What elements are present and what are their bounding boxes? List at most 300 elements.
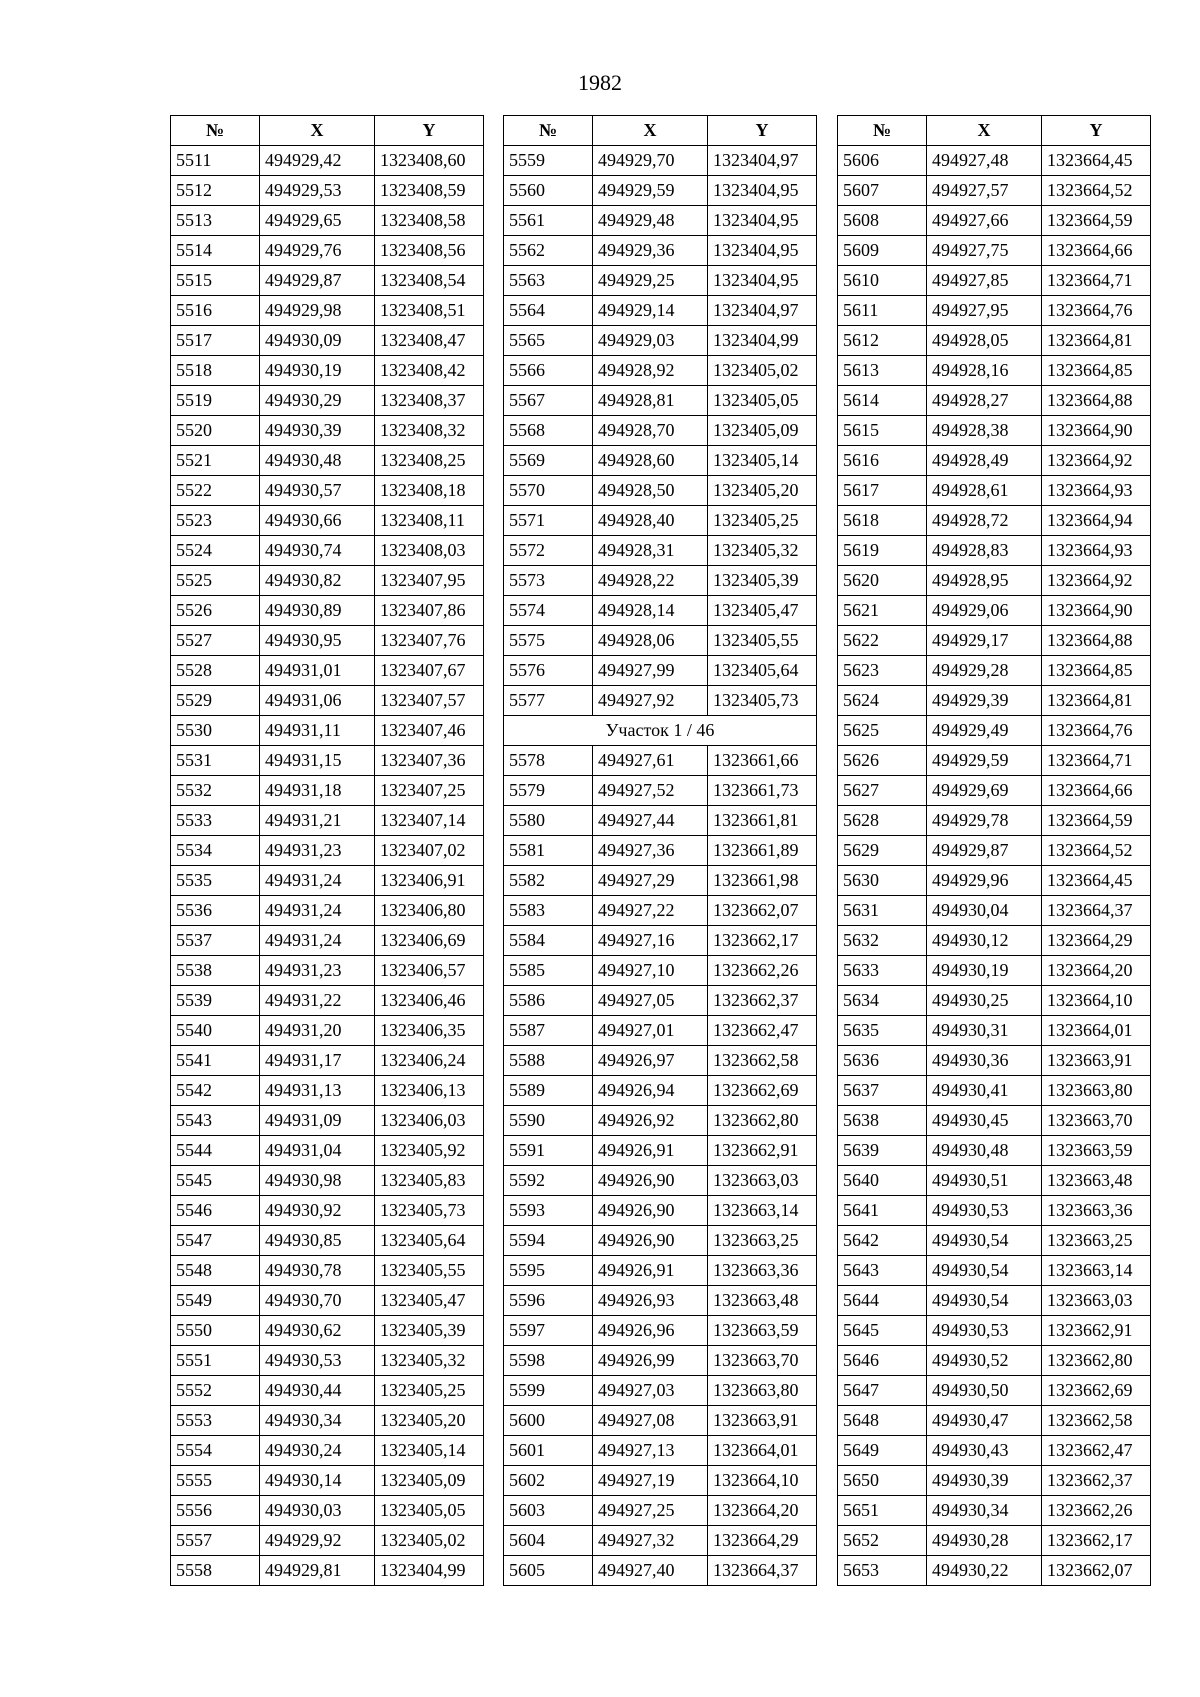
cell-y: 1323664,81 (1042, 326, 1151, 356)
cell-x: 494926,96 (593, 1316, 708, 1346)
cell-point-number: 5553 (171, 1406, 260, 1436)
table-row (171, 656, 484, 686)
section-label: Участок 1 / 46 (504, 716, 817, 746)
cell-y: 1323408,03 (375, 536, 484, 566)
cell-y: 1323406,35 (375, 1016, 484, 1046)
coordinates-table-1 (170, 115, 484, 1586)
column-header-x: X (260, 116, 375, 146)
cell-y: 1323663,91 (1042, 1046, 1151, 1076)
table-row (838, 416, 1151, 446)
cell-y: 1323404,97 (708, 146, 817, 176)
table-row (171, 1136, 484, 1166)
table-row (171, 1526, 484, 1556)
cell-x: 494931,09 (260, 1106, 375, 1136)
cell-x: 494930,48 (260, 446, 375, 476)
cell-y: 1323664,20 (1042, 956, 1151, 986)
cell-point-number: 5579 (504, 776, 593, 806)
cell-point-number: 5533 (171, 806, 260, 836)
cell-x: 494930,22 (927, 1556, 1042, 1586)
table-row (171, 176, 484, 206)
cell-y: 1323662,58 (1042, 1406, 1151, 1436)
table-row (504, 536, 817, 566)
cell-point-number: 5560 (504, 176, 593, 206)
cell-y: 1323662,58 (708, 1046, 817, 1076)
cell-point-number: 5619 (838, 536, 927, 566)
cell-x: 494928,14 (593, 596, 708, 626)
cell-y: 1323662,47 (708, 1016, 817, 1046)
table-row (838, 1226, 1151, 1256)
cell-point-number: 5551 (171, 1346, 260, 1376)
table-row (838, 1466, 1151, 1496)
table-row (504, 566, 817, 596)
table-row (504, 746, 817, 776)
table-row (504, 656, 817, 686)
cell-x: 494926,97 (593, 1046, 708, 1076)
cell-point-number: 5638 (838, 1106, 927, 1136)
cell-y: 1323405,73 (708, 686, 817, 716)
table-row (504, 206, 817, 236)
cell-point-number: 5641 (838, 1196, 927, 1226)
cell-x: 494926,91 (593, 1256, 708, 1286)
cell-x: 494930,54 (927, 1226, 1042, 1256)
table-row (838, 956, 1151, 986)
cell-point-number: 5652 (838, 1526, 927, 1556)
cell-x: 494930,39 (260, 416, 375, 446)
table-row (171, 866, 484, 896)
cell-x: 494927,85 (927, 266, 1042, 296)
cell-x: 494931,06 (260, 686, 375, 716)
cell-point-number: 5554 (171, 1436, 260, 1466)
table-header-row (171, 116, 484, 146)
cell-y: 1323405,55 (375, 1256, 484, 1286)
cell-x: 494928,70 (593, 416, 708, 446)
cell-point-number: 5631 (838, 896, 927, 926)
cell-y: 1323664,94 (1042, 506, 1151, 536)
table-row (171, 356, 484, 386)
cell-point-number: 5592 (504, 1166, 593, 1196)
cell-point-number: 5550 (171, 1316, 260, 1346)
table-row (171, 926, 484, 956)
cell-x: 494930,36 (927, 1046, 1042, 1076)
cell-point-number: 5594 (504, 1226, 593, 1256)
cell-x: 494929,87 (927, 836, 1042, 866)
cell-point-number: 5609 (838, 236, 927, 266)
table-row (171, 1376, 484, 1406)
cell-y: 1323405,83 (375, 1166, 484, 1196)
table-row (171, 986, 484, 1016)
cell-point-number: 5643 (838, 1256, 927, 1286)
cell-x: 494928,60 (593, 446, 708, 476)
cell-point-number: 5608 (838, 206, 927, 236)
table-row (504, 1286, 817, 1316)
table-row (504, 476, 817, 506)
cell-x: 494930,82 (260, 566, 375, 596)
cell-point-number: 5562 (504, 236, 593, 266)
table-row (504, 1046, 817, 1076)
cell-point-number: 5555 (171, 1466, 260, 1496)
page-number: 1982 (578, 70, 622, 95)
cell-point-number: 5540 (171, 1016, 260, 1046)
cell-point-number: 5573 (504, 566, 593, 596)
cell-x: 494930,34 (260, 1406, 375, 1436)
table-row (171, 1466, 484, 1496)
cell-y: 1323661,98 (708, 866, 817, 896)
cell-point-number: 5541 (171, 1046, 260, 1076)
cell-y: 1323664,20 (708, 1496, 817, 1526)
table-row (838, 506, 1151, 536)
cell-y: 1323404,95 (708, 266, 817, 296)
cell-y: 1323663,36 (1042, 1196, 1151, 1226)
cell-y: 1323408,18 (375, 476, 484, 506)
cell-y: 1323405,02 (708, 356, 817, 386)
cell-y: 1323664,29 (1042, 926, 1151, 956)
cell-point-number: 5595 (504, 1256, 593, 1286)
cell-point-number: 5513 (171, 206, 260, 236)
cell-point-number: 5580 (504, 806, 593, 836)
table-row (171, 296, 484, 326)
cell-y: 1323407,86 (375, 596, 484, 626)
cell-x: 494929,03 (593, 326, 708, 356)
table-row (171, 626, 484, 656)
table-row (504, 806, 817, 836)
cell-y: 1323408,37 (375, 386, 484, 416)
cell-x: 494926,92 (593, 1106, 708, 1136)
table-row (838, 1106, 1151, 1136)
cell-y: 1323405,73 (375, 1196, 484, 1226)
table-row (171, 386, 484, 416)
cell-point-number: 5548 (171, 1256, 260, 1286)
table-row (504, 446, 817, 476)
cell-point-number: 5597 (504, 1316, 593, 1346)
cell-point-number: 5524 (171, 536, 260, 566)
table-row (838, 386, 1151, 416)
cell-y: 1323404,99 (375, 1556, 484, 1586)
cell-x: 494931,15 (260, 746, 375, 776)
cell-point-number: 5576 (504, 656, 593, 686)
cell-point-number: 5644 (838, 1286, 927, 1316)
table-row (838, 566, 1151, 596)
column-header-x: X (927, 116, 1042, 146)
table-row (171, 146, 484, 176)
cell-y: 1323664,90 (1042, 596, 1151, 626)
cell-y: 1323663,25 (708, 1226, 817, 1256)
table-row (504, 326, 817, 356)
cell-x: 494929,53 (260, 176, 375, 206)
cell-y: 1323663,80 (1042, 1076, 1151, 1106)
cell-x: 494930,34 (927, 1496, 1042, 1526)
cell-point-number: 5615 (838, 416, 927, 446)
cell-y: 1323663,48 (708, 1286, 817, 1316)
cell-x: 494929,81 (260, 1556, 375, 1586)
cell-x: 494927,66 (927, 206, 1042, 236)
cell-x: 494929,59 (927, 746, 1042, 776)
coordinates-table-3 (837, 115, 1151, 1586)
table-row (171, 746, 484, 776)
cell-x: 494926,90 (593, 1196, 708, 1226)
table-row (171, 536, 484, 566)
table-row (504, 866, 817, 896)
cell-y: 1323405,32 (375, 1346, 484, 1376)
cell-y: 1323661,81 (708, 806, 817, 836)
table-row (838, 746, 1151, 776)
cell-x: 494929,25 (593, 266, 708, 296)
cell-x: 494926,90 (593, 1226, 708, 1256)
cell-y: 1323407,36 (375, 746, 484, 776)
table-row (838, 296, 1151, 326)
cell-x: 494930,53 (260, 1346, 375, 1376)
cell-x: 494930,19 (260, 356, 375, 386)
table-row (504, 176, 817, 206)
cell-y: 1323404,99 (708, 326, 817, 356)
cell-y: 1323663,70 (708, 1346, 817, 1376)
cell-point-number: 5605 (504, 1556, 593, 1586)
cell-y: 1323407,46 (375, 716, 484, 746)
cell-point-number: 5571 (504, 506, 593, 536)
cell-point-number: 5516 (171, 296, 260, 326)
cell-point-number: 5646 (838, 1346, 927, 1376)
cell-point-number: 5557 (171, 1526, 260, 1556)
cell-x: 494929,49 (927, 716, 1042, 746)
cell-point-number: 5628 (838, 806, 927, 836)
cell-y: 1323664,76 (1042, 296, 1151, 326)
cell-y: 1323664,71 (1042, 746, 1151, 776)
cell-x: 494929,98 (260, 296, 375, 326)
cell-point-number: 5525 (171, 566, 260, 596)
table-row (504, 1106, 817, 1136)
cell-x: 494927,32 (593, 1526, 708, 1556)
cell-point-number: 5636 (838, 1046, 927, 1076)
cell-x: 494929,70 (593, 146, 708, 176)
cell-point-number: 5613 (838, 356, 927, 386)
cell-x: 494926,91 (593, 1136, 708, 1166)
cell-point-number: 5639 (838, 1136, 927, 1166)
table-row (171, 836, 484, 866)
table-row (838, 1316, 1151, 1346)
table-row (171, 1346, 484, 1376)
table-row (504, 1346, 817, 1376)
table-row (838, 1496, 1151, 1526)
cell-x: 494930,95 (260, 626, 375, 656)
cell-point-number: 5530 (171, 716, 260, 746)
cell-point-number: 5519 (171, 386, 260, 416)
table-row (838, 1436, 1151, 1466)
cell-y: 1323404,95 (708, 206, 817, 236)
cell-point-number: 5512 (171, 176, 260, 206)
table-body (504, 146, 817, 1586)
table-row (504, 146, 817, 176)
table-row (838, 536, 1151, 566)
cell-y: 1323664,85 (1042, 656, 1151, 686)
cell-x: 494930,44 (260, 1376, 375, 1406)
table-row (171, 806, 484, 836)
table-row (171, 1016, 484, 1046)
cell-y: 1323664,66 (1042, 776, 1151, 806)
cell-y: 1323664,71 (1042, 266, 1151, 296)
cell-point-number: 5593 (504, 1196, 593, 1226)
cell-x: 494928,31 (593, 536, 708, 566)
cell-y: 1323406,13 (375, 1076, 484, 1106)
cell-point-number: 5601 (504, 1436, 593, 1466)
cell-point-number: 5612 (838, 326, 927, 356)
table-row (171, 476, 484, 506)
cell-x: 494927,22 (593, 896, 708, 926)
cell-y: 1323406,80 (375, 896, 484, 926)
cell-y: 1323405,55 (708, 626, 817, 656)
table-row (504, 686, 817, 716)
cell-x: 494929,92 (260, 1526, 375, 1556)
cell-point-number: 5567 (504, 386, 593, 416)
cell-y: 1323664,37 (708, 1556, 817, 1586)
table-row (504, 1406, 817, 1436)
table-row (504, 236, 817, 266)
cell-point-number: 5589 (504, 1076, 593, 1106)
cell-x: 494927,99 (593, 656, 708, 686)
cell-y: 1323407,57 (375, 686, 484, 716)
cell-x: 494929,17 (927, 626, 1042, 656)
cell-y: 1323662,26 (708, 956, 817, 986)
table-row (171, 236, 484, 266)
cell-y: 1323408,42 (375, 356, 484, 386)
table-row (171, 1076, 484, 1106)
cell-y: 1323405,64 (375, 1226, 484, 1256)
table-row (504, 956, 817, 986)
cell-x: 494929,48 (593, 206, 708, 236)
cell-x: 494928,06 (593, 626, 708, 656)
table-row (838, 596, 1151, 626)
cell-point-number: 5610 (838, 266, 927, 296)
table-row (838, 1346, 1151, 1376)
cell-x: 494930,19 (927, 956, 1042, 986)
cell-y: 1323405,05 (708, 386, 817, 416)
cell-x: 494929,28 (927, 656, 1042, 686)
cell-y: 1323664,45 (1042, 146, 1151, 176)
cell-x: 494930,14 (260, 1466, 375, 1496)
cell-point-number: 5520 (171, 416, 260, 446)
cell-y: 1323662,91 (708, 1136, 817, 1166)
cell-y: 1323664,01 (708, 1436, 817, 1466)
cell-x: 494931,23 (260, 956, 375, 986)
table-row (171, 956, 484, 986)
cell-point-number: 5515 (171, 266, 260, 296)
cell-y: 1323406,46 (375, 986, 484, 1016)
cell-point-number: 5570 (504, 476, 593, 506)
table-row (838, 686, 1151, 716)
cell-point-number: 5517 (171, 326, 260, 356)
cell-point-number: 5629 (838, 836, 927, 866)
table-row (838, 806, 1151, 836)
cell-point-number: 5621 (838, 596, 927, 626)
cell-point-number: 5607 (838, 176, 927, 206)
table-row (504, 1556, 817, 1586)
cell-x: 494930,70 (260, 1286, 375, 1316)
cell-y: 1323662,69 (708, 1076, 817, 1106)
cell-x: 494929,42 (260, 146, 375, 176)
table-row (504, 1316, 817, 1346)
cell-x: 494930,39 (927, 1466, 1042, 1496)
cell-y: 1323405,25 (375, 1376, 484, 1406)
cell-x: 494931,21 (260, 806, 375, 836)
cell-point-number: 5526 (171, 596, 260, 626)
cell-y: 1323664,92 (1042, 566, 1151, 596)
table-row (838, 1076, 1151, 1106)
cell-x: 494931,24 (260, 866, 375, 896)
cell-x: 494926,90 (593, 1166, 708, 1196)
cell-y: 1323663,03 (1042, 1286, 1151, 1316)
table-row (838, 1286, 1151, 1316)
cell-point-number: 5577 (504, 686, 593, 716)
cell-point-number: 5634 (838, 986, 927, 1016)
table-row (504, 1136, 817, 1166)
cell-x: 494927,16 (593, 926, 708, 956)
cell-x: 494931,01 (260, 656, 375, 686)
table-row (171, 1496, 484, 1526)
cell-y: 1323663,36 (708, 1256, 817, 1286)
table-row (504, 776, 817, 806)
table-row (838, 656, 1151, 686)
cell-point-number: 5538 (171, 956, 260, 986)
cell-point-number: 5616 (838, 446, 927, 476)
cell-point-number: 5645 (838, 1316, 927, 1346)
cell-y: 1323405,92 (375, 1136, 484, 1166)
cell-x: 494930,54 (927, 1286, 1042, 1316)
cell-point-number: 5599 (504, 1376, 593, 1406)
cell-y: 1323404,97 (708, 296, 817, 326)
cell-y: 1323663,91 (708, 1406, 817, 1436)
table-row (838, 176, 1151, 206)
table-row (171, 1316, 484, 1346)
cell-y: 1323406,69 (375, 926, 484, 956)
cell-point-number: 5542 (171, 1076, 260, 1106)
cell-point-number: 5534 (171, 836, 260, 866)
cell-point-number: 5522 (171, 476, 260, 506)
cell-y: 1323661,66 (708, 746, 817, 776)
cell-point-number: 5537 (171, 926, 260, 956)
table-row (838, 986, 1151, 1016)
table-row (171, 266, 484, 296)
table-row (838, 1046, 1151, 1076)
table-row (838, 836, 1151, 866)
cell-x: 494930,62 (260, 1316, 375, 1346)
cell-x: 494930,24 (260, 1436, 375, 1466)
table-row (171, 1436, 484, 1466)
cell-x: 494927,92 (593, 686, 708, 716)
table-row (504, 1376, 817, 1406)
table-row (171, 326, 484, 356)
cell-y: 1323662,07 (708, 896, 817, 926)
column-header-number: № (838, 116, 927, 146)
cell-y: 1323405,47 (708, 596, 817, 626)
cell-x: 494929,96 (927, 866, 1042, 896)
cell-point-number: 5633 (838, 956, 927, 986)
table-row (171, 1106, 484, 1136)
cell-point-number: 5630 (838, 866, 927, 896)
cell-y: 1323664,52 (1042, 176, 1151, 206)
cell-y: 1323664,88 (1042, 386, 1151, 416)
cell-x: 494929,59 (593, 176, 708, 206)
cell-x: 494928,81 (593, 386, 708, 416)
cell-point-number: 5565 (504, 326, 593, 356)
cell-point-number: 5598 (504, 1346, 593, 1376)
table-row (838, 776, 1151, 806)
table-row (504, 1226, 817, 1256)
cell-x: 494930,53 (927, 1316, 1042, 1346)
cell-point-number: 5561 (504, 206, 593, 236)
cell-point-number: 5632 (838, 926, 927, 956)
cell-x: 494927,61 (593, 746, 708, 776)
section-row (504, 716, 817, 746)
cell-x: 494931,23 (260, 836, 375, 866)
cell-x: 494926,94 (593, 1076, 708, 1106)
